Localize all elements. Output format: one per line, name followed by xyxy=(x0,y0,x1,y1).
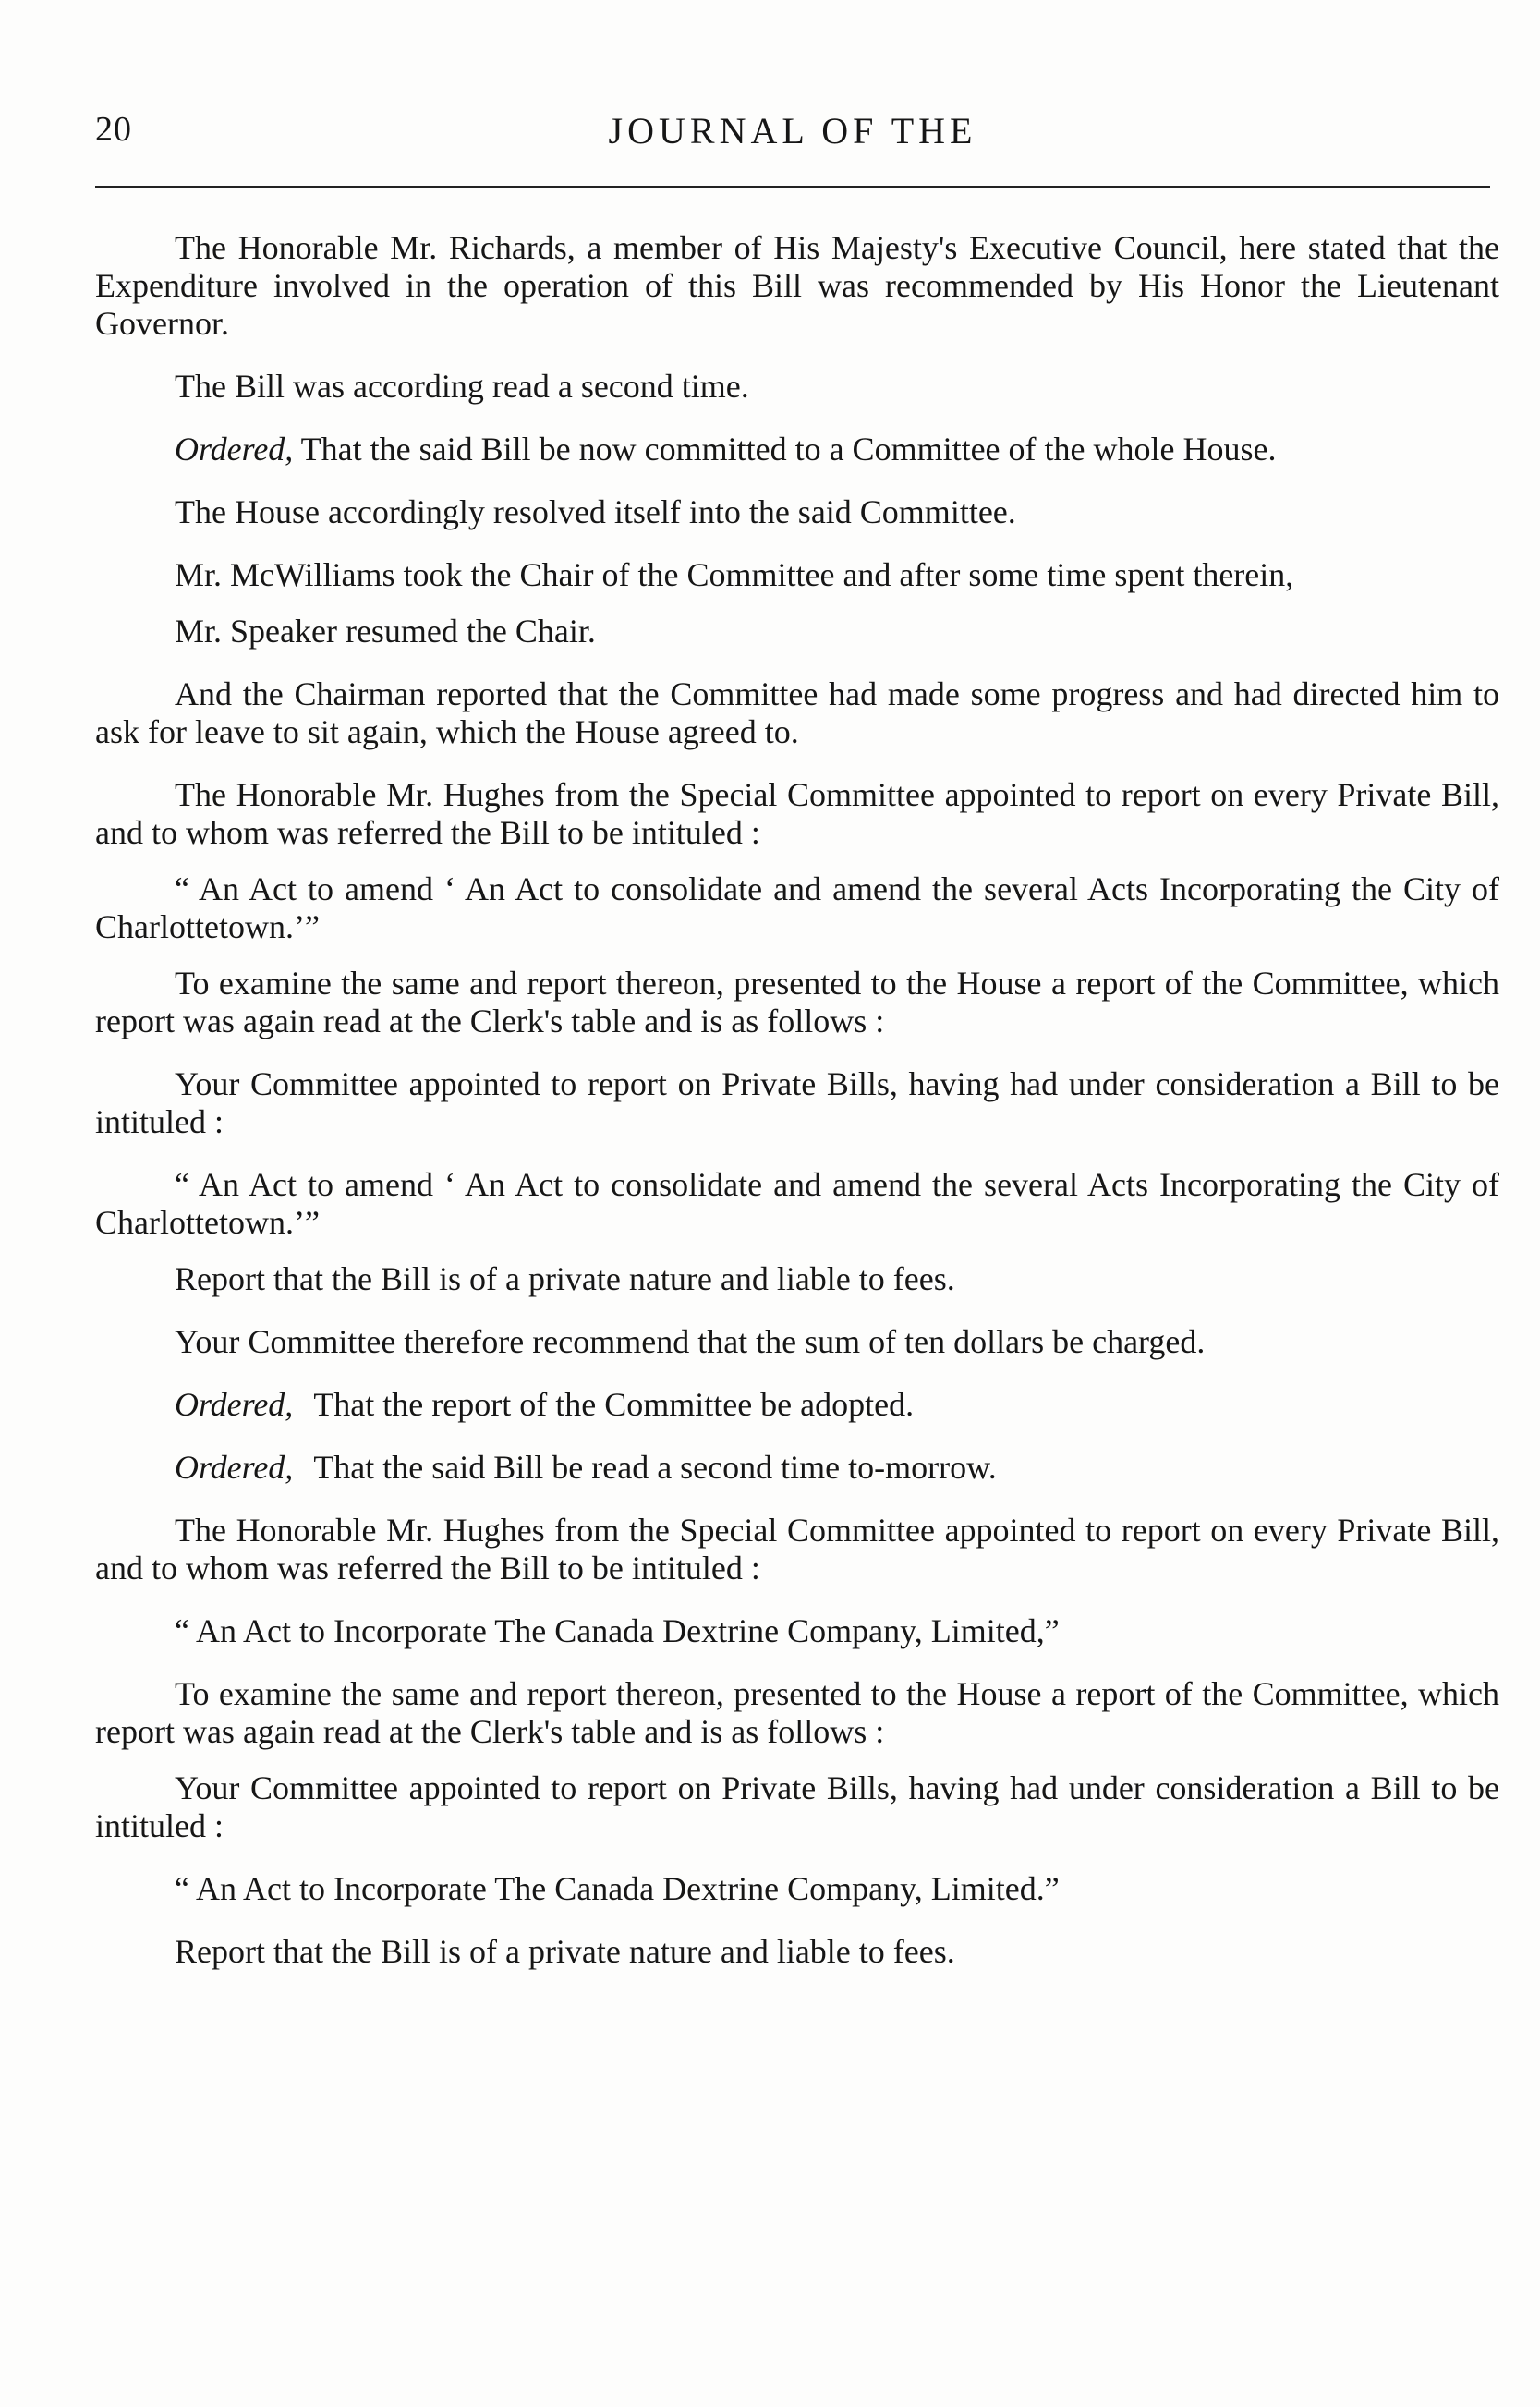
paragraph-house-resolved xyxy=(95,493,1499,531)
paragraph-text: To examine the same and report thereon, presented to the House a report of the Committee, which report was again read at the Clerk's table and is as follows : xyxy=(95,965,1499,1039)
paragraph-ordered-committed xyxy=(95,431,1499,468)
paragraph-text: Mr. McWilliams took the Chair of the Committee and after some time spent therein, xyxy=(175,556,1294,593)
paragraph-chair-taken xyxy=(95,556,1499,594)
paragraph-speaker-resumed xyxy=(95,613,1499,650)
paragraph-text: That the said Bill be read a second time to-morrow. xyxy=(313,1449,997,1486)
paragraph-act-title-2 xyxy=(95,1166,1499,1242)
header-rule xyxy=(95,186,1490,188)
paragraph-text: To examine the same and report thereon, presented to the House a report of the Committee, which report was again read at the Clerk's table and is as follows : xyxy=(95,1675,1499,1750)
ordered-label: Ordered, xyxy=(175,1386,294,1423)
paragraph-act-title-3 xyxy=(95,1612,1499,1650)
ordered-label: Ordered, xyxy=(175,431,294,468)
paragraph-committee-consideration-2 xyxy=(95,1769,1499,1845)
paragraph-text: Report that the Bill is of a private nature and liable to fees. xyxy=(175,1260,955,1297)
paragraph-text: “ An Act to Incorporate The Canada Dextrine Company, Limited,” xyxy=(175,1612,1060,1649)
paragraph-text: The Honorable Mr. Richards, a member of His Majesty's Executive Council, here stated that the Expenditure involved in the operation of this Bill was recommended by His Honor the Lieutenant Governor. xyxy=(95,229,1499,342)
paragraph-text: Your Committee appointed to report on Private Bills, having had under consideration a Bill to be intituled : xyxy=(95,1769,1499,1844)
paragraph-text: And the Chairman reported that the Committee had made some progress and had directed him to ask for leave to sit again, which the House agreed to. xyxy=(95,675,1499,750)
page-header xyxy=(95,109,1490,164)
running-head: JOURNAL OF THE xyxy=(608,110,977,152)
paragraph-examine-2 xyxy=(95,1675,1499,1751)
paragraph-text: Report that the Bill is of a private nature and liable to fees. xyxy=(175,1933,955,1970)
paragraph-ten-dollars xyxy=(95,1323,1499,1361)
paragraph-ordered-tomorrow xyxy=(95,1449,1499,1487)
paragraph-text: Mr. Speaker resumed the Chair. xyxy=(175,613,596,650)
paragraph-text: The Honorable Mr. Hughes from the Special Committee appointed to report on every Private Bill, and to whom was referred the Bill to be intituled : xyxy=(95,776,1499,851)
paragraph-text: The Bill was according read a second time. xyxy=(175,368,749,405)
paragraph-act-title-4 xyxy=(95,1870,1499,1908)
paragraph-ordered-adopted xyxy=(95,1386,1499,1424)
paragraph-hughes-report-2 xyxy=(95,1512,1499,1587)
paragraph-executive-council xyxy=(95,229,1499,343)
ordered-label: Ordered, xyxy=(175,1449,294,1486)
paragraph-text: Your Committee appointed to report on Private Bills, having had under consideration a Bill to be intituled : xyxy=(95,1065,1499,1140)
paragraph-private-nature-1 xyxy=(95,1260,1499,1298)
paragraph-text: “ An Act to amend ‘ An Act to consolidate and amend the several Acts Incorporating the City of Charlottetown.’” xyxy=(95,1166,1499,1241)
paragraph-text: The Honorable Mr. Hughes from the Special Committee appointed to report on every Private Bill, and to whom was referred the Bill to be intituled : xyxy=(95,1512,1499,1586)
paragraph-chairman-reported xyxy=(95,675,1499,751)
paragraph-private-nature-2 xyxy=(95,1933,1499,1971)
paragraph-committee-consideration-1 xyxy=(95,1065,1499,1141)
paragraph-text: “ An Act to Incorporate The Canada Dextrine Company, Limited.” xyxy=(175,1870,1060,1907)
journal-body xyxy=(95,229,1499,1996)
paragraph-text: That the said Bill be now committed to a Committee of the whole House. xyxy=(300,431,1277,468)
paragraph-hughes-report-1 xyxy=(95,776,1499,852)
paragraph-act-title-1 xyxy=(95,870,1499,946)
paragraph-text: Your Committee therefore recommend that the sum of ten dollars be charged. xyxy=(175,1323,1206,1360)
paragraph-text: That the report of the Committee be adopted. xyxy=(313,1386,915,1423)
paragraph-second-reading xyxy=(95,368,1499,406)
paragraph-examine-1 xyxy=(95,965,1499,1040)
paragraph-text: “ An Act to amend ‘ An Act to consolidate and amend the several Acts Incorporating the City of Charlottetown.’” xyxy=(95,870,1499,945)
paragraph-text: The House accordingly resolved itself into the said Committee. xyxy=(175,493,1016,530)
page-number: 20 xyxy=(95,110,132,149)
